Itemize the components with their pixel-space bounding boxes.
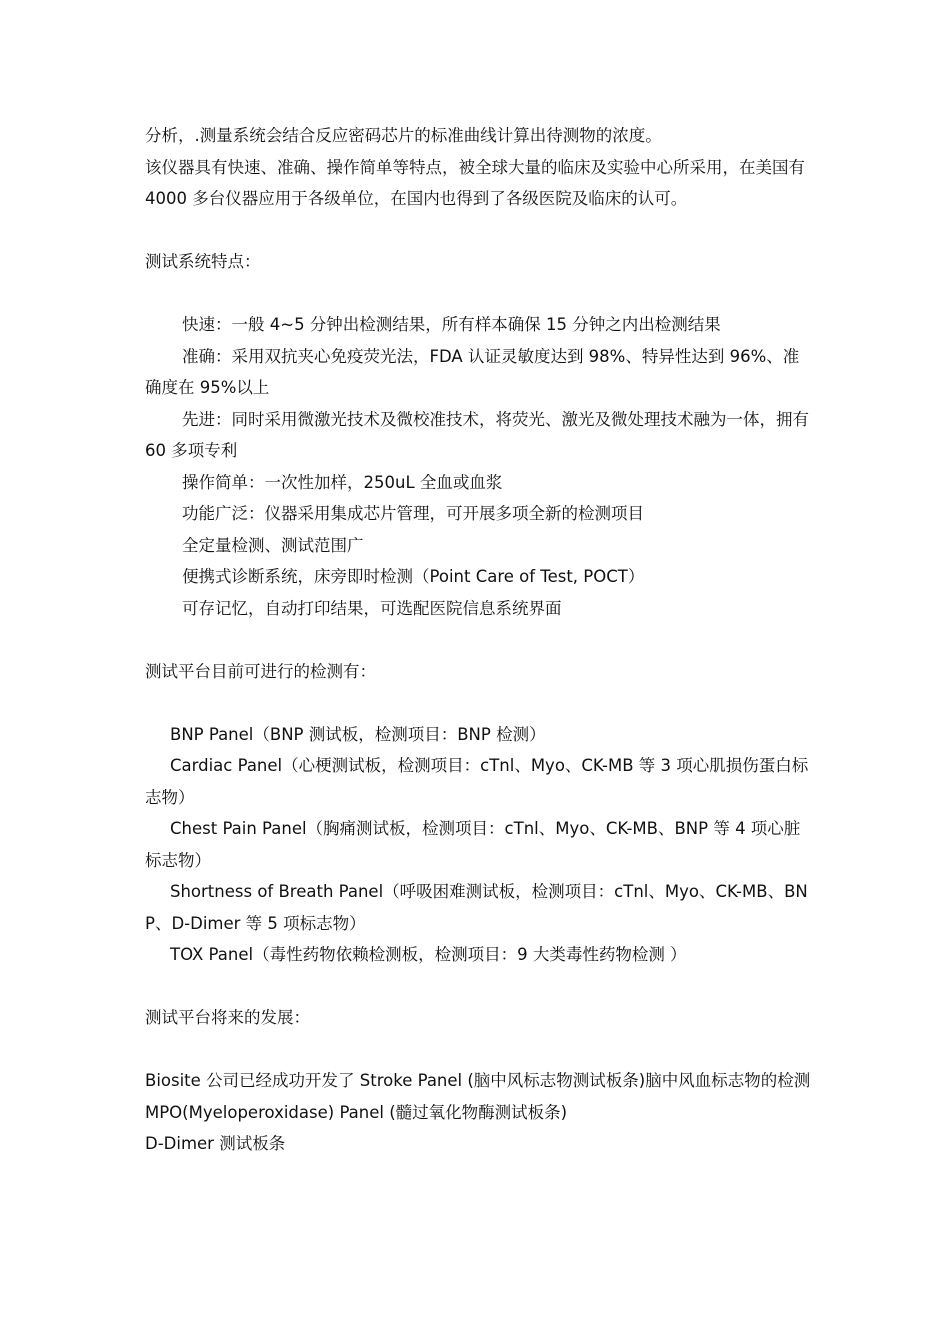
- feature-item: 先进：同时采用微激光技术及微校准技术，将荧光、激光及微处理技术融为一体，拥有 60 多项专利: [145, 409, 809, 460]
- panel-item: Chest Pain Panel（胸痛测试板，检测项目：cTnl、Myo、CK-MB、BNP 等 4 项心脏标志物）: [145, 819, 801, 870]
- feature-item: 全定量检测、测试范围广: [182, 535, 364, 555]
- spacer: [145, 278, 813, 310]
- document-body: [145, 120, 813, 1160]
- feature-item: 便携式诊断系统，床旁即时检测（Point Care of Test, POCT）: [182, 567, 645, 586]
- panel-item: Shortness of Breath Panel（呼吸困难测试板，检测项目：cTnl、Myo、CK-MB、BNP、D-Dimer 等 5 项标志物）: [145, 882, 808, 933]
- features-heading: 测试系统特点：: [145, 252, 261, 271]
- future-item: D-Dimer 测试板条: [145, 1134, 286, 1153]
- intro-paragraph-1: 分析，.测量系统会结合反应密码芯片的标准曲线计算出待测物的浓度。: [145, 126, 662, 145]
- panel-item: TOX Panel（毒性药物依赖检测板，检测项目：9 大类毒性药物检测 ）: [170, 945, 687, 964]
- spacer: [145, 1034, 813, 1066]
- spacer: [145, 624, 813, 656]
- future-item: Biosite 公司已经成功开发了 Stroke Panel (脑中风标志物测试板条)脑中风血标志物的检测: [145, 1071, 811, 1090]
- future-heading: 测试平台将来的发展：: [145, 1008, 310, 1027]
- feature-item: 准确：采用双抗夹心免疫荧光法，FDA 认证灵敏度达到 98%、特异性达到 96%、准确度在 95%以上: [145, 346, 800, 397]
- panel-item: BNP Panel（BNP 测试板，检测项目：BNP 检测）: [170, 724, 546, 744]
- panel-item: Cardiac Panel（心梗测试板，检测项目：cTnl、Myo、CK-MB 等 3 项心肌损伤蛋白标志物）: [145, 756, 809, 807]
- feature-item: 功能广泛：仪器采用集成芯片管理，可开展多项全新的检测项目: [182, 504, 644, 523]
- spacer: [145, 215, 813, 247]
- spacer: [145, 687, 813, 719]
- future-item: MPO(Myeloperoxidase) Panel (髓过氧化物酶测试板条): [145, 1102, 568, 1122]
- panels-heading: 测试平台目前可进行的检测有：: [145, 661, 376, 681]
- feature-item: 可存记忆，自动打印结果，可选配医院信息系统界面: [182, 598, 562, 618]
- spacer: [145, 971, 813, 1003]
- feature-item: 操作简单：一次性加样，250uL 全血或血浆: [182, 472, 503, 492]
- intro-paragraph-2: 该仪器具有快速、准确、操作简单等特点，被全球大量的临床及实验中心所采用，在美国有 4000 多台仪器应用于各级单位，在国内也得到了各级医院及临床的认可。: [145, 157, 805, 208]
- feature-item: 快速：一般 4~5 分钟出检测结果，所有样本确保 15 分钟之内出检测结果: [182, 315, 721, 334]
